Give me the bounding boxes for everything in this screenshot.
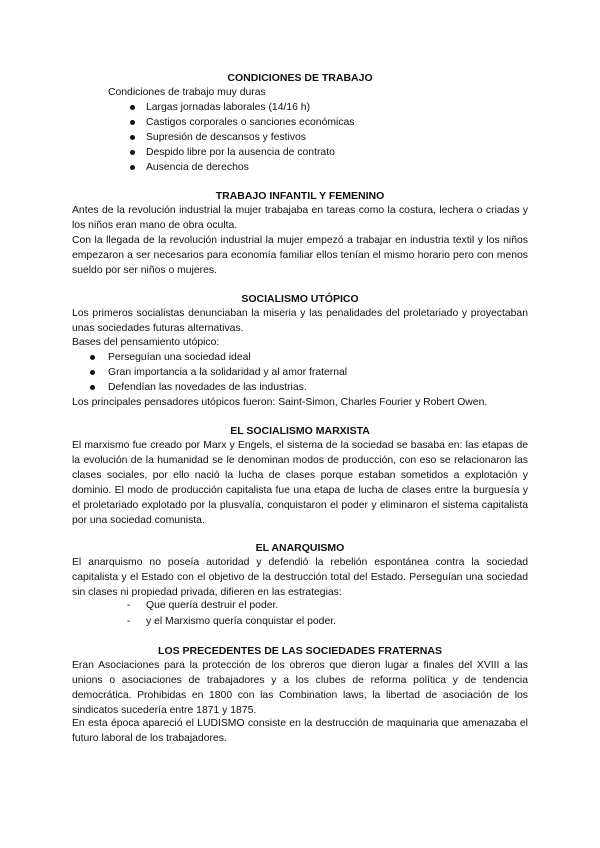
list-item: Despido libre por la ausencia de contrato bbox=[146, 147, 335, 158]
heading-socialismo-marxista: EL SOCIALISMO MARXISTA bbox=[230, 425, 370, 437]
dash-icon: - bbox=[127, 616, 131, 627]
bases-intro: Bases del pensamiento utópico: bbox=[72, 337, 220, 348]
bullet-icon bbox=[90, 385, 95, 390]
list-item: Largas jornadas laborales (14/16 h) bbox=[146, 102, 311, 113]
list-item: Que quería destruir el poder. bbox=[146, 600, 279, 611]
paragraph: El marxismo fue creado por Marx y Engels, el sistema de la sociedad se basaba en: las etapas de la evolución de la humanidad se le denominan modos de producción, con eso se relacionaron las clases sociales, por ello nació la lucha de clases porque estaban sometidos a explotación y dominio. El modo de producción capitalista fue una etapa de lucha de clases entre la burguesía y el proletariado explotado por la plusvalía, conquistaron el poder y eliminaron el sistema capitalista por una sociedad comunista. bbox=[72, 440, 528, 526]
bullet-icon bbox=[130, 150, 135, 155]
list-item: Ausencia de derechos bbox=[146, 162, 249, 173]
bullet-icon bbox=[90, 370, 95, 375]
heading-sociedades-fraternas: LOS PRECEDENTES DE LAS SOCIEDADES FRATERNAS bbox=[158, 645, 442, 657]
bullet-icon bbox=[130, 120, 135, 125]
bullet-icon bbox=[130, 135, 135, 140]
list-item: Supresión de descansos y festivos bbox=[146, 132, 306, 143]
list-item: Gran importancia a la solidaridad y al amor fraternal bbox=[108, 367, 348, 378]
dash-icon: - bbox=[127, 600, 131, 611]
heading-socialismo-utopico: SOCIALISMO UTÓPICO bbox=[241, 293, 359, 305]
bullet-icon bbox=[130, 165, 135, 170]
paragraph: Los primeros socialistas denunciaban la miseria y las penalidades del proletariado y proyectaban unas sociedades futuras alternativas. bbox=[72, 308, 528, 334]
list-item: Perseguían una sociedad ideal bbox=[108, 352, 251, 363]
list-item: Castigos corporales o sanciones económicas bbox=[146, 117, 355, 128]
paragraph: En esta época apareció el LUDISMO consiste en la destrucción de maquinaria que amenazaba el futuro laboral de los trabajadores. bbox=[72, 718, 528, 744]
bullet-icon bbox=[90, 355, 95, 360]
paragraph: Eran Asociaciones para la protección de los obreros que dieron lugar a finales del XVIII a las unions o asociaciones de trabajadores y a los clubes de reforma política y de tendencia democrática. Prohibidas en 1800 con las Combination laws, la libertad de asociación de los sindicatos sucedería entre 1871 y 1875. bbox=[72, 660, 528, 716]
paragraph: Antes de la revolución industrial la mujer trabajaba en tareas como la costura, lechera o criadas y los niños eran mano de obra oculta. bbox=[72, 205, 528, 231]
paragraph: El anarquismo no poseía autoridad y defendió la rebelión espontánea contra la sociedad capitalista y el Estado con el objetivo de la destrucción total del Estado. Perseguían una sociedad sin clases ni propiedad privada, difieren en las estrategias: bbox=[72, 557, 528, 598]
condiciones-intro: Condiciones de trabajo muy duras bbox=[108, 87, 266, 98]
list-item: y el Marxismo quería conquistar el poder. bbox=[146, 616, 337, 627]
heading-condiciones: CONDICIONES DE TRABAJO bbox=[227, 72, 373, 84]
list-item: Defendían las novedades de las industrias. bbox=[108, 382, 307, 393]
heading-trabajo-infantil: TRABAJO INFANTIL Y FEMENINO bbox=[215, 190, 385, 202]
heading-anarquismo: EL ANARQUISMO bbox=[255, 542, 345, 554]
bullet-icon bbox=[130, 105, 135, 110]
paragraph: Con la llegada de la revolución industrial la mujer empezó a trabajar en industria textil y los niños empezaron a ser necesarios para economía familiar ellos tenían el mismo horario pero con menos sueldo por ser niños o mujeres. bbox=[72, 235, 528, 276]
utopicos-closing: Los principales pensadores utópicos fueron: Saint-Simon, Charles Fourier y Robert Owen. bbox=[72, 397, 488, 408]
